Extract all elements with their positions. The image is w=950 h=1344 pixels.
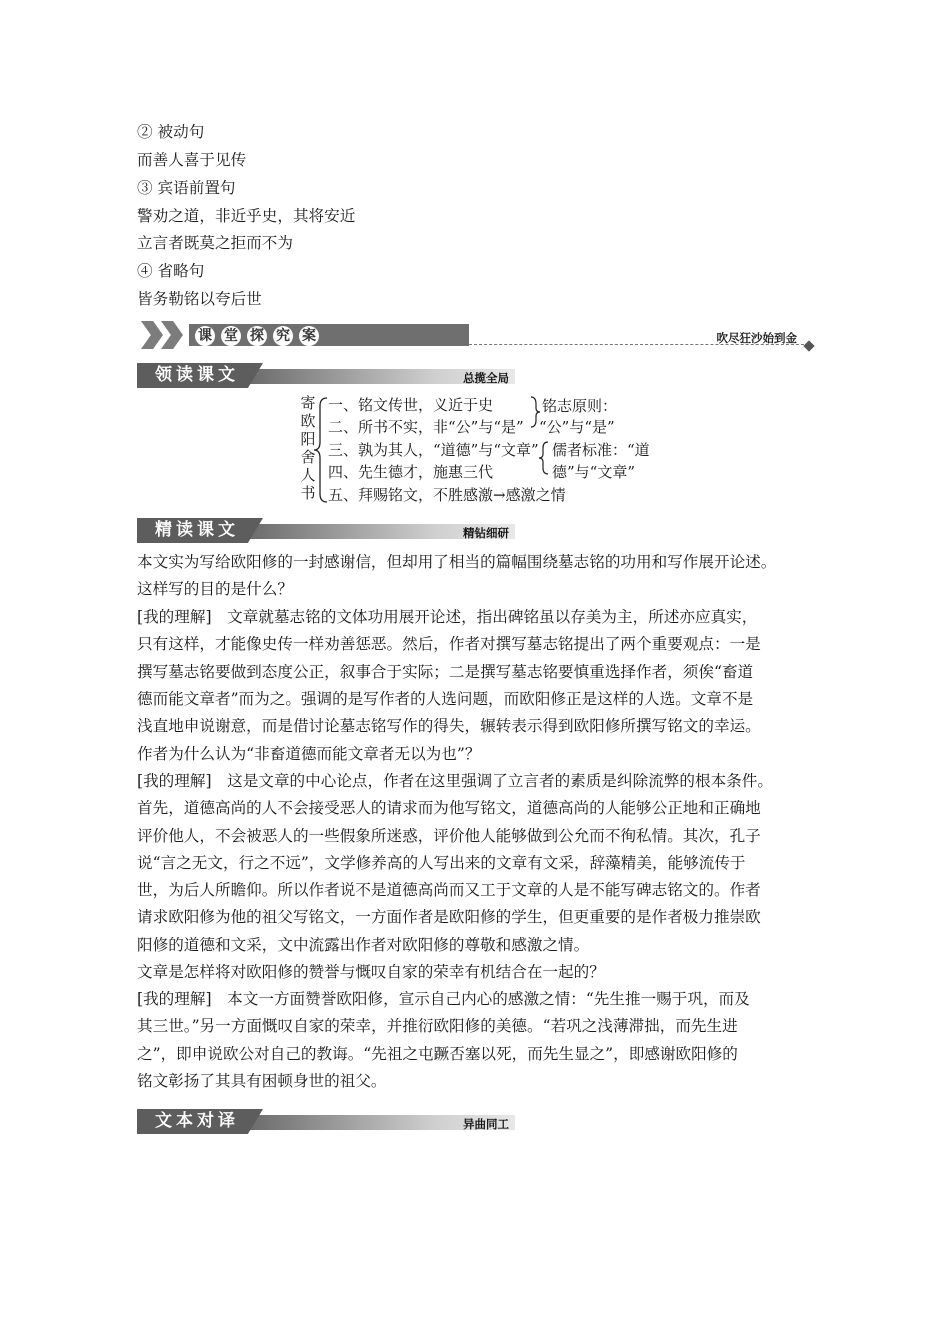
chevron-icon <box>141 321 163 349</box>
chevron-icon <box>161 321 183 349</box>
outline-title: 寄 欧 阳 舍 人 书 <box>300 394 316 502</box>
section-subtitle: 精钻细研 <box>463 526 509 540</box>
section-label: 精读课文 <box>155 520 239 540</box>
banner-motto: 吹尽狂沙始到金 <box>716 331 797 345</box>
diamond-icon <box>803 340 814 351</box>
outline-item: 二、所书不实，非“公”与“是” <box>328 418 524 436</box>
text-outline <box>298 394 668 506</box>
example-sentence: 立言者既莫之拒而不为 <box>137 234 293 252</box>
question-3: 文章是怎样将对欧阳修的赞誉与慨叹自家的荣幸有机结合在一起的？ <box>137 963 605 981</box>
outline-note: 铭志原则： <box>542 397 618 415</box>
outline-note: 儒者标准：“道 <box>552 441 650 459</box>
question-2: 作者为什么认为“非畜道德而能文章者无以为也”？ <box>137 745 481 763</box>
answer-2: [我的理解] 这是文章的中心论点，作者在这里强调了立言者的素质是纠除流弊的根本条件。 首先，道德高尚的人不会接受恶人的请求而为他写铭文，道德高尚的人能够公正地和正确地 评价他人，不会被恶人的一些假象所迷惑，评价他人能够做到公允而不徇私情。其次，孔子 说“言之无文，行之不远”，文学修养高的人写出来的文章有文采，辞藻精美，能够流传于 世，为后人所瞻仰。所以作者说不是道德高尚而又工于文章的人是不能写碑志铭文的。作者 请求欧阳修为他的祖父写铭文，一方面作者是欧阳修的学生，但更重要的是作者极力推崇欧 阳修的道德和文采，文中流露出作者对欧阳修的尊敬和感激之情。 <box>137 772 773 954</box>
outline-item: 三、孰为其人，“道德”与“文章” <box>328 441 539 459</box>
section-subtitle: 总揽全局 <box>463 371 509 385</box>
section-bar-intensive <box>137 518 515 543</box>
main-section-title: 课 堂 探 究 案 <box>195 324 325 346</box>
heading-omission-sentence: ④ 省略句 <box>137 262 205 280</box>
heading-passive-sentence: ② 被动句 <box>137 123 205 141</box>
example-sentence: 警劝之道，非近乎史，其将安近 <box>137 207 356 225</box>
answer-3: [我的理解] 本文一方面赞誉欧阳修，宣示自己内心的感激之情：“先生推一赐于巩，而及 其三世。”另一方面慨叹自家的荣幸，并推衍欧阳修的美德。“若巩之浅薄滞拙，而先生进 之”，即申说欧公对自己的教诲。“先祖之屯蹶否塞以死，而先生显之”，即感谢欧阳修的 铭文彰扬了其具有困顿身世的祖父。 <box>137 990 750 1090</box>
section-bar-read <box>137 363 515 388</box>
section-label: 文本对译 <box>155 1111 239 1131</box>
example-sentence: 皆务勒铭以夸后世 <box>137 290 262 308</box>
section-label: 领读课文 <box>155 365 239 385</box>
question-1: 本文实为写给欧阳修的一封感谢信，但却用了相当的篇幅围绕墓志铭的功用和写作展开论述。 这样写的目的是什么？ <box>137 553 777 599</box>
outline-note: “公”与“是” <box>539 418 615 436</box>
main-section-banner <box>137 321 813 349</box>
example-sentence: 而善人喜于见传 <box>137 151 247 169</box>
section-bar-translation <box>137 1109 515 1134</box>
section-subtitle: 异曲同工 <box>463 1117 509 1131</box>
outline-item: 五、拜赐铭文，不胜感激→感激之情 <box>328 486 566 504</box>
outline-note: 德”与“文章” <box>552 463 636 481</box>
outline-item: 一、铭文传世，义近于史 <box>328 396 494 414</box>
outline-item: 四、先生德才，施惠三代 <box>328 463 494 481</box>
answer-1: [我的理解] 文章就墓志铭的文体功用展开论述，指出碑铭虽以存美为主，所述亦应真实， 只有这样，才能像史传一样劝善惩恶。然后，作者对撰写墓志铭提出了两个重要观点：一是 撰写墓志铭要做到态度公正，叙事合于实际；二是撰写墓志铭要慎重选择作者，须俟“畜道 德而能文章者”而为之。强调的是写作者的人选问题，而欧阳修正是这样的人选。文章不是 浅直地申说谢意，而是借讨论墓志铭写作的得失，辗转表示得到欧阳修所撰写铭文的幸运。 <box>137 608 761 736</box>
heading-object-preposed: ③ 宾语前置句 <box>137 179 236 197</box>
